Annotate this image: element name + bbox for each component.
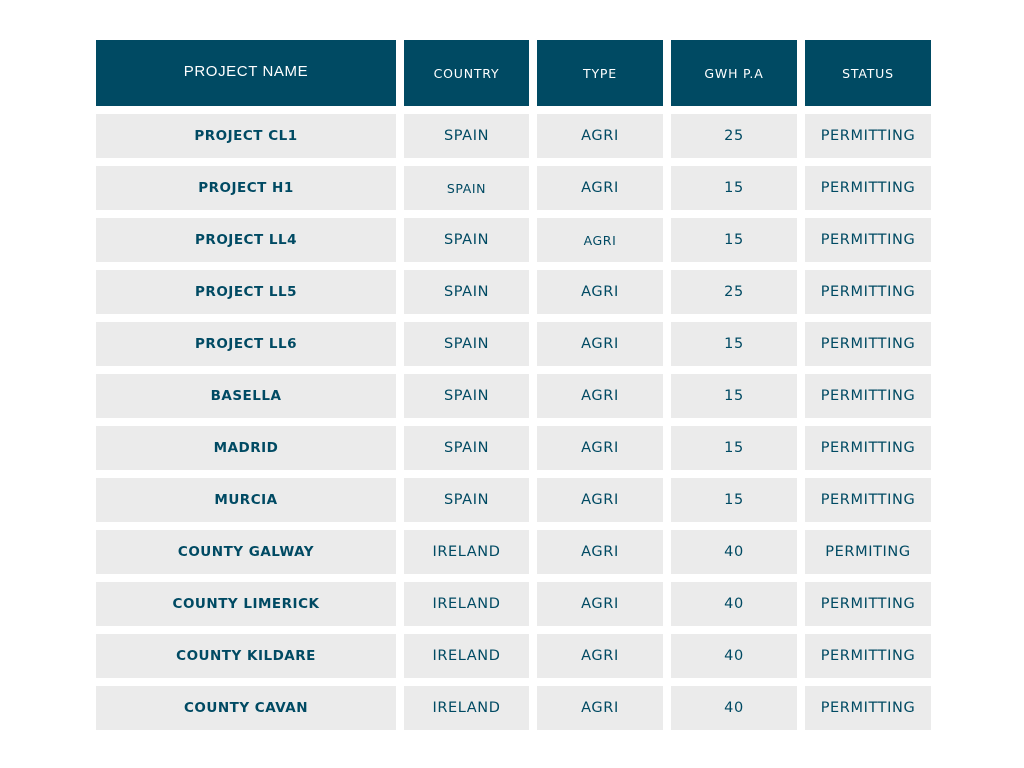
cell-country: IRELAND [404,686,529,730]
cell-type: AGRI [537,582,663,626]
cell-type: AGRI [537,322,663,366]
cell-status: PERMITING [805,530,931,574]
cell-status: PERMITTING [805,582,931,626]
cell-country: SPAIN [404,218,529,262]
cell-type: AGRI [537,114,663,158]
cell-gwh: 15 [671,322,797,366]
cell-status: PERMITTING [805,426,931,470]
cell-status: PERMITTING [805,270,931,314]
cell-country: SPAIN [404,374,529,418]
cell-gwh: 15 [671,426,797,470]
cell-type: AGRI [537,530,663,574]
cell-project-name: COUNTY GALWAY [96,530,396,574]
cell-gwh: 15 [671,374,797,418]
cell-type: AGRI [537,426,663,470]
cell-country: SPAIN [404,426,529,470]
header-project-name: PROJECT NAME [96,40,396,106]
cell-project-name: PROJECT LL6 [96,322,396,366]
cell-status: PERMITTING [805,166,931,210]
header-country: COUNTRY [404,40,529,106]
cell-country: SPAIN [404,270,529,314]
cell-project-name: PROJECT H1 [96,166,396,210]
cell-project-name: BASELLA [96,374,396,418]
cell-gwh: 25 [671,114,797,158]
cell-gwh: 40 [671,686,797,730]
cell-project-name: COUNTY LIMERICK [96,582,396,626]
cell-country: SPAIN [404,166,529,210]
header-type: TYPE [537,40,663,106]
cell-gwh: 25 [671,270,797,314]
cell-type: AGRI [537,270,663,314]
cell-type: AGRI [537,634,663,678]
cell-country: SPAIN [404,322,529,366]
cell-country: IRELAND [404,634,529,678]
cell-project-name: PROJECT LL4 [96,218,396,262]
cell-type: AGRI [537,478,663,522]
cell-country: SPAIN [404,114,529,158]
cell-project-name: MURCIA [96,478,396,522]
cell-project-name: COUNTY CAVAN [96,686,396,730]
cell-country: IRELAND [404,530,529,574]
cell-type: AGRI [537,218,663,262]
cell-gwh: 40 [671,582,797,626]
cell-gwh: 40 [671,530,797,574]
cell-status: PERMITTING [805,634,931,678]
cell-status: PERMITTING [805,686,931,730]
header-status: STATUS [805,40,931,106]
cell-gwh: 15 [671,218,797,262]
cell-project-name: PROJECT LL5 [96,270,396,314]
projects-table [96,40,931,738]
cell-status: PERMITTING [805,114,931,158]
cell-status: PERMITTING [805,374,931,418]
cell-project-name: PROJECT CL1 [96,114,396,158]
cell-project-name: COUNTY KILDARE [96,634,396,678]
cell-gwh: 15 [671,478,797,522]
cell-type: AGRI [537,686,663,730]
cell-status: PERMITTING [805,218,931,262]
cell-status: PERMITTING [805,478,931,522]
cell-project-name: MADRID [96,426,396,470]
cell-status: PERMITTING [805,322,931,366]
cell-gwh: 40 [671,634,797,678]
cell-gwh: 15 [671,166,797,210]
cell-type: AGRI [537,374,663,418]
cell-country: IRELAND [404,582,529,626]
cell-country: SPAIN [404,478,529,522]
cell-type: AGRI [537,166,663,210]
header-gwh: GWH P.A [671,40,797,106]
